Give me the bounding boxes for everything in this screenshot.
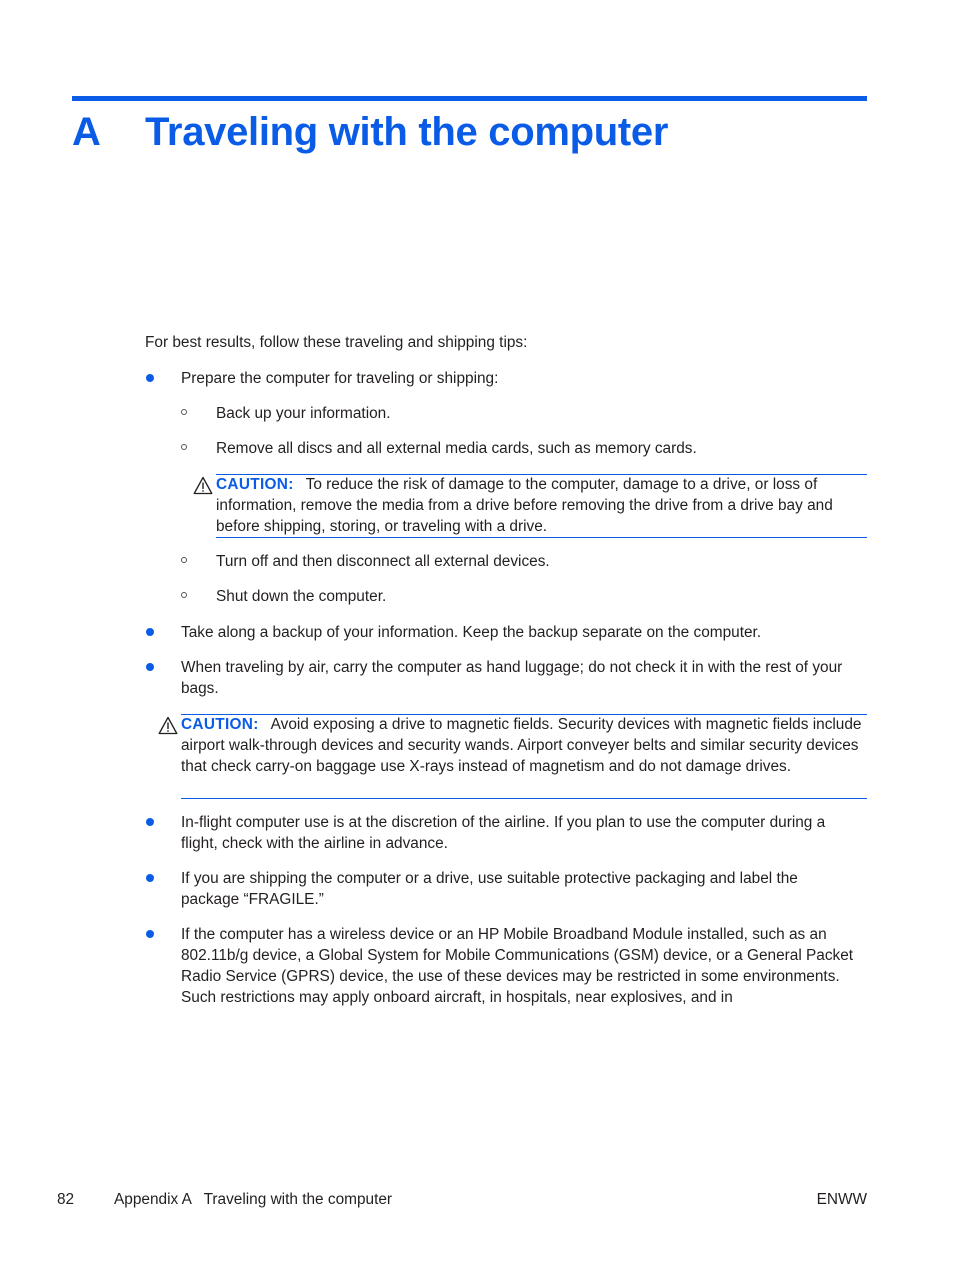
sub-bullet-icon [181, 409, 187, 415]
warning-triangle-icon [158, 716, 178, 735]
list-item: In-flight computer use is at the discretion of the airline. If you plan to use the computer during a flight, check with the airline in advance. [181, 814, 826, 852]
caution-bottom-rule [181, 798, 867, 799]
bullet-icon [146, 930, 154, 938]
caution-text: To reduce the risk of damage to the computer, damage to a drive, or loss of information, remove the media from a drive before removing the drive from a drive bay and before shipping, storing, or traveling with a drive. [216, 476, 833, 535]
bullet-icon [146, 374, 154, 382]
list-item: Prepare the computer for traveling or shipping: [181, 370, 499, 387]
warning-triangle-icon [193, 476, 213, 495]
caution-text: Avoid exposing a drive to magnetic fields. Security devices with magnetic fields include airport walk-through devices and security wands. Airport conveyer belts and similar security devices that check carry-on baggage use X-rays instead of magnetism and do not damage drives. [181, 716, 862, 775]
sub-bullet-icon [181, 444, 187, 450]
list-item: If the computer has a wireless device or an HP Mobile Broadband Module installed, such as an 802.11b/g device, a Global System for Mobile Communications (GSM) device, or a General Packet Radio Service (GPRS) device, the use of these devices may be restricted in some environments. Such restrictions may apply onboard aircraft, in hospitals, near explosives, and in [181, 926, 854, 1006]
sub-list-item: Back up your information. [216, 405, 391, 422]
bullet-icon [146, 818, 154, 826]
page-number: 82 [57, 1191, 75, 1208]
caution-note [216, 474, 867, 537]
caution-bottom-rule [216, 537, 867, 538]
sub-bullet-icon [181, 592, 187, 598]
list-item: Take along a backup of your information. Keep the backup separate on the computer. [181, 624, 762, 641]
sub-list-item: Turn off and then disconnect all external devices. [216, 553, 550, 570]
caution-label: CAUTION: [181, 716, 259, 733]
caution-note [181, 714, 867, 777]
chapter-letter: A [72, 110, 101, 154]
chapter-rule [72, 96, 867, 101]
bullet-icon [146, 663, 154, 671]
list-item: When traveling by air, carry the computer as hand luggage; do not check it in with the rest of your bags. [181, 659, 843, 697]
sub-bullet-icon [181, 557, 187, 563]
chapter-title: Traveling with the computer [145, 110, 669, 154]
bullet-icon [146, 874, 154, 882]
footer-code: ENWW [816, 1191, 867, 1208]
sub-list-item: Shut down the computer. [216, 588, 387, 605]
list-item: If you are shipping the computer or a drive, use suitable protective packaging and label the package “FRAGILE.” [181, 870, 798, 908]
bullet-icon [146, 628, 154, 636]
sub-list-item: Remove all discs and all external media cards, such as memory cards. [216, 440, 697, 457]
intro-paragraph: For best results, follow these traveling and shipping tips: [145, 334, 528, 351]
caution-label: CAUTION: [216, 476, 294, 493]
footer-section: Appendix A Traveling with the computer [114, 1191, 393, 1208]
